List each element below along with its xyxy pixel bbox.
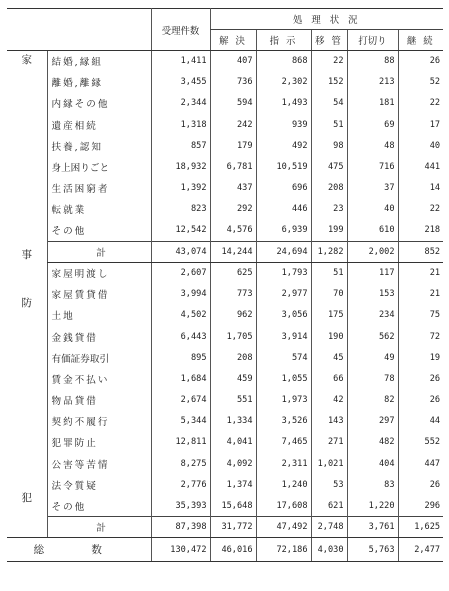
grand-total-label: 総 数 xyxy=(7,538,151,562)
cell-transferred: 152 xyxy=(311,72,347,93)
cell-instructed: 492 xyxy=(256,135,311,156)
cell-instructed: 446 xyxy=(256,199,311,220)
header-discontinued: 打切り xyxy=(347,30,398,51)
cell-received: 857 xyxy=(151,135,210,156)
cell-discontinued: 88 xyxy=(347,51,398,72)
table-body xyxy=(7,51,443,562)
cell-transferred: 1,021 xyxy=(311,453,347,474)
cell-transferred: 4,030 xyxy=(311,538,347,562)
row-label: 内縁その他 xyxy=(47,93,151,114)
cell-discontinued: 78 xyxy=(347,368,398,389)
category-char-2: 事 xyxy=(21,248,32,261)
table-row xyxy=(7,411,443,432)
cell-discontinued: 297 xyxy=(347,411,398,432)
cell-instructed: 1,973 xyxy=(256,390,311,411)
cell-instructed: 6,939 xyxy=(256,220,311,241)
cell-instructed: 72,186 xyxy=(256,538,311,562)
cell-instructed: 2,977 xyxy=(256,284,311,305)
cell-instructed: 574 xyxy=(256,347,311,368)
row-label: 物品貸借 xyxy=(47,390,151,411)
cell-received: 1,392 xyxy=(151,178,210,199)
table-row xyxy=(7,220,443,241)
cell-continued: 26 xyxy=(398,390,443,411)
table-header xyxy=(7,9,443,51)
cell-resolved: 625 xyxy=(210,262,256,283)
cell-instructed: 939 xyxy=(256,114,311,135)
cell-received: 2,607 xyxy=(151,262,210,283)
cell-resolved: 46,016 xyxy=(210,538,256,562)
table-row xyxy=(7,368,443,389)
cell-transferred: 22 xyxy=(311,51,347,72)
cell-discontinued: 2,002 xyxy=(347,241,398,262)
row-label: 家屋賃貸借 xyxy=(47,284,151,305)
cell-transferred: 2,748 xyxy=(311,517,347,538)
row-label: 賃金不払い xyxy=(47,368,151,389)
cell-transferred: 199 xyxy=(311,220,347,241)
cell-discontinued: 49 xyxy=(347,347,398,368)
cell-received: 5,344 xyxy=(151,411,210,432)
cell-transferred: 475 xyxy=(311,156,347,177)
cell-instructed: 1,493 xyxy=(256,93,311,114)
cell-discontinued: 37 xyxy=(347,178,398,199)
cell-discontinued: 181 xyxy=(347,93,398,114)
table-row xyxy=(7,347,443,368)
cell-resolved: 4,092 xyxy=(210,453,256,474)
cell-instructed: 24,694 xyxy=(256,241,311,262)
header-continued: 継 続 xyxy=(398,30,443,51)
table-row xyxy=(7,390,443,411)
cell-continued: 1,625 xyxy=(398,517,443,538)
cell-continued: 22 xyxy=(398,93,443,114)
cell-resolved: 179 xyxy=(210,135,256,156)
cell-resolved: 437 xyxy=(210,178,256,199)
statistics-table xyxy=(7,8,443,562)
table-row xyxy=(7,199,443,220)
cell-continued: 852 xyxy=(398,241,443,262)
cell-transferred: 1,282 xyxy=(311,241,347,262)
category-char-1: 防 xyxy=(21,296,32,309)
cell-instructed: 3,526 xyxy=(256,411,311,432)
cell-transferred: 98 xyxy=(311,135,347,156)
cell-resolved: 551 xyxy=(210,390,256,411)
cell-transferred: 175 xyxy=(311,305,347,326)
cell-instructed: 1,240 xyxy=(256,474,311,495)
cell-instructed: 1,793 xyxy=(256,262,311,283)
cell-discontinued: 562 xyxy=(347,326,398,347)
table-row xyxy=(7,114,443,135)
row-label: 身上困りごと xyxy=(47,156,151,177)
cell-continued: 22 xyxy=(398,199,443,220)
cell-received: 823 xyxy=(151,199,210,220)
cell-received: 2,776 xyxy=(151,474,210,495)
cell-discontinued: 5,763 xyxy=(347,538,398,562)
cell-instructed: 47,492 xyxy=(256,517,311,538)
cell-instructed: 3,056 xyxy=(256,305,311,326)
subtotal-row xyxy=(7,241,443,262)
cell-resolved: 31,772 xyxy=(210,517,256,538)
cell-received: 1,411 xyxy=(151,51,210,72)
category-char-1: 家 xyxy=(21,53,32,66)
cell-transferred: 53 xyxy=(311,474,347,495)
row-label: 有価証券取引 xyxy=(47,347,151,368)
cell-continued: 40 xyxy=(398,135,443,156)
cell-instructed: 1,055 xyxy=(256,368,311,389)
cell-continued: 21 xyxy=(398,284,443,305)
cell-transferred: 66 xyxy=(311,368,347,389)
cell-transferred: 45 xyxy=(311,347,347,368)
cell-resolved: 4,576 xyxy=(210,220,256,241)
cell-resolved: 14,244 xyxy=(210,241,256,262)
cell-received: 3,994 xyxy=(151,284,210,305)
cell-instructed: 868 xyxy=(256,51,311,72)
cell-discontinued: 610 xyxy=(347,220,398,241)
cell-continued: 44 xyxy=(398,411,443,432)
row-label: 公害等苦情 xyxy=(47,453,151,474)
cell-continued: 441 xyxy=(398,156,443,177)
cell-discontinued: 716 xyxy=(347,156,398,177)
cell-instructed: 10,519 xyxy=(256,156,311,177)
cell-continued: 72 xyxy=(398,326,443,347)
cell-continued: 26 xyxy=(398,368,443,389)
cell-received: 35,393 xyxy=(151,495,210,516)
cell-transferred: 51 xyxy=(311,114,347,135)
table-row xyxy=(7,432,443,453)
row-label: 金銭貸借 xyxy=(47,326,151,347)
cell-continued: 75 xyxy=(398,305,443,326)
row-label: その他 xyxy=(47,220,151,241)
cell-transferred: 208 xyxy=(311,178,347,199)
header-transferred: 移 管 xyxy=(311,30,347,51)
cell-continued: 52 xyxy=(398,72,443,93)
cell-discontinued: 82 xyxy=(347,390,398,411)
cell-discontinued: 40 xyxy=(347,199,398,220)
cell-continued: 296 xyxy=(398,495,443,516)
cell-continued: 19 xyxy=(398,347,443,368)
cell-received: 130,472 xyxy=(151,538,210,562)
cell-resolved: 242 xyxy=(210,114,256,135)
subtotal-label: 計 xyxy=(47,517,151,538)
cell-resolved: 459 xyxy=(210,368,256,389)
cell-discontinued: 69 xyxy=(347,114,398,135)
table-row xyxy=(7,305,443,326)
header-received: 受理件数 xyxy=(151,9,210,51)
cell-transferred: 621 xyxy=(311,495,347,516)
cell-discontinued: 404 xyxy=(347,453,398,474)
table-row xyxy=(7,135,443,156)
cell-transferred: 51 xyxy=(311,262,347,283)
cell-received: 2,344 xyxy=(151,93,210,114)
category-cell xyxy=(7,51,47,263)
cell-discontinued: 3,761 xyxy=(347,517,398,538)
grand-total-row xyxy=(7,538,443,562)
cell-resolved: 407 xyxy=(210,51,256,72)
cell-received: 6,443 xyxy=(151,326,210,347)
cell-transferred: 70 xyxy=(311,284,347,305)
cell-received: 4,502 xyxy=(151,305,210,326)
table-row xyxy=(7,474,443,495)
cell-resolved: 736 xyxy=(210,72,256,93)
header-instructed: 指 示 xyxy=(256,30,311,51)
cell-received: 895 xyxy=(151,347,210,368)
cell-continued: 26 xyxy=(398,474,443,495)
cell-discontinued: 213 xyxy=(347,72,398,93)
header-resolved: 解 決 xyxy=(210,30,256,51)
cell-received: 1,318 xyxy=(151,114,210,135)
subtotal-row xyxy=(7,517,443,538)
cell-received: 43,074 xyxy=(151,241,210,262)
cell-transferred: 271 xyxy=(311,432,347,453)
cell-resolved: 1,705 xyxy=(210,326,256,347)
cell-discontinued: 482 xyxy=(347,432,398,453)
row-label: 法令質疑 xyxy=(47,474,151,495)
cell-received: 12,542 xyxy=(151,220,210,241)
table-row xyxy=(7,495,443,516)
cell-resolved: 292 xyxy=(210,199,256,220)
table-row xyxy=(7,262,443,283)
cell-resolved: 773 xyxy=(210,284,256,305)
cell-instructed: 3,914 xyxy=(256,326,311,347)
cell-discontinued: 48 xyxy=(347,135,398,156)
cell-discontinued: 1,220 xyxy=(347,495,398,516)
table-row xyxy=(7,453,443,474)
row-label: 結婚,縁組 xyxy=(47,51,151,72)
cell-continued: 26 xyxy=(398,51,443,72)
table-row xyxy=(7,51,443,72)
category-char-2: 犯 xyxy=(21,491,32,504)
table-row xyxy=(7,156,443,177)
cell-instructed: 696 xyxy=(256,178,311,199)
cell-resolved: 594 xyxy=(210,93,256,114)
cell-continued: 2,477 xyxy=(398,538,443,562)
cell-resolved: 962 xyxy=(210,305,256,326)
row-label: 遺産相続 xyxy=(47,114,151,135)
cell-resolved: 15,648 xyxy=(210,495,256,516)
cell-discontinued: 83 xyxy=(347,474,398,495)
row-label: 家屋明渡し xyxy=(47,262,151,283)
cell-continued: 17 xyxy=(398,114,443,135)
row-label: その他 xyxy=(47,495,151,516)
cell-received: 8,275 xyxy=(151,453,210,474)
cell-resolved: 208 xyxy=(210,347,256,368)
cell-continued: 447 xyxy=(398,453,443,474)
cell-received: 18,932 xyxy=(151,156,210,177)
cell-received: 87,398 xyxy=(151,517,210,538)
row-label: 転就業 xyxy=(47,199,151,220)
cell-resolved: 4,041 xyxy=(210,432,256,453)
table-row xyxy=(7,326,443,347)
cell-resolved: 6,781 xyxy=(210,156,256,177)
cell-continued: 14 xyxy=(398,178,443,199)
cell-transferred: 190 xyxy=(311,326,347,347)
cell-resolved: 1,334 xyxy=(210,411,256,432)
cell-transferred: 54 xyxy=(311,93,347,114)
cell-continued: 218 xyxy=(398,220,443,241)
row-label: 犯罪防止 xyxy=(47,432,151,453)
cell-instructed: 2,311 xyxy=(256,453,311,474)
table-row xyxy=(7,93,443,114)
cell-resolved: 1,374 xyxy=(210,474,256,495)
row-label: 土地 xyxy=(47,305,151,326)
table-row xyxy=(7,72,443,93)
row-label: 契約不履行 xyxy=(47,411,151,432)
cell-continued: 21 xyxy=(398,262,443,283)
cell-discontinued: 234 xyxy=(347,305,398,326)
cell-transferred: 42 xyxy=(311,390,347,411)
header-blank xyxy=(7,9,151,51)
cell-instructed: 17,608 xyxy=(256,495,311,516)
cell-received: 2,674 xyxy=(151,390,210,411)
cell-received: 12,811 xyxy=(151,432,210,453)
row-label: 扶養,認知 xyxy=(47,135,151,156)
cell-transferred: 143 xyxy=(311,411,347,432)
table-row xyxy=(7,178,443,199)
row-label: 離婚,離縁 xyxy=(47,72,151,93)
cell-transferred: 23 xyxy=(311,199,347,220)
cell-discontinued: 153 xyxy=(347,284,398,305)
header-status-group: 処 理 状 況 xyxy=(210,9,443,30)
cell-received: 3,455 xyxy=(151,72,210,93)
subtotal-label: 計 xyxy=(47,241,151,262)
cell-received: 1,684 xyxy=(151,368,210,389)
row-label: 生活困窮者 xyxy=(47,178,151,199)
cell-discontinued: 117 xyxy=(347,262,398,283)
cell-instructed: 7,465 xyxy=(256,432,311,453)
table-row xyxy=(7,284,443,305)
cell-continued: 552 xyxy=(398,432,443,453)
category-cell xyxy=(7,262,47,537)
cell-instructed: 2,302 xyxy=(256,72,311,93)
